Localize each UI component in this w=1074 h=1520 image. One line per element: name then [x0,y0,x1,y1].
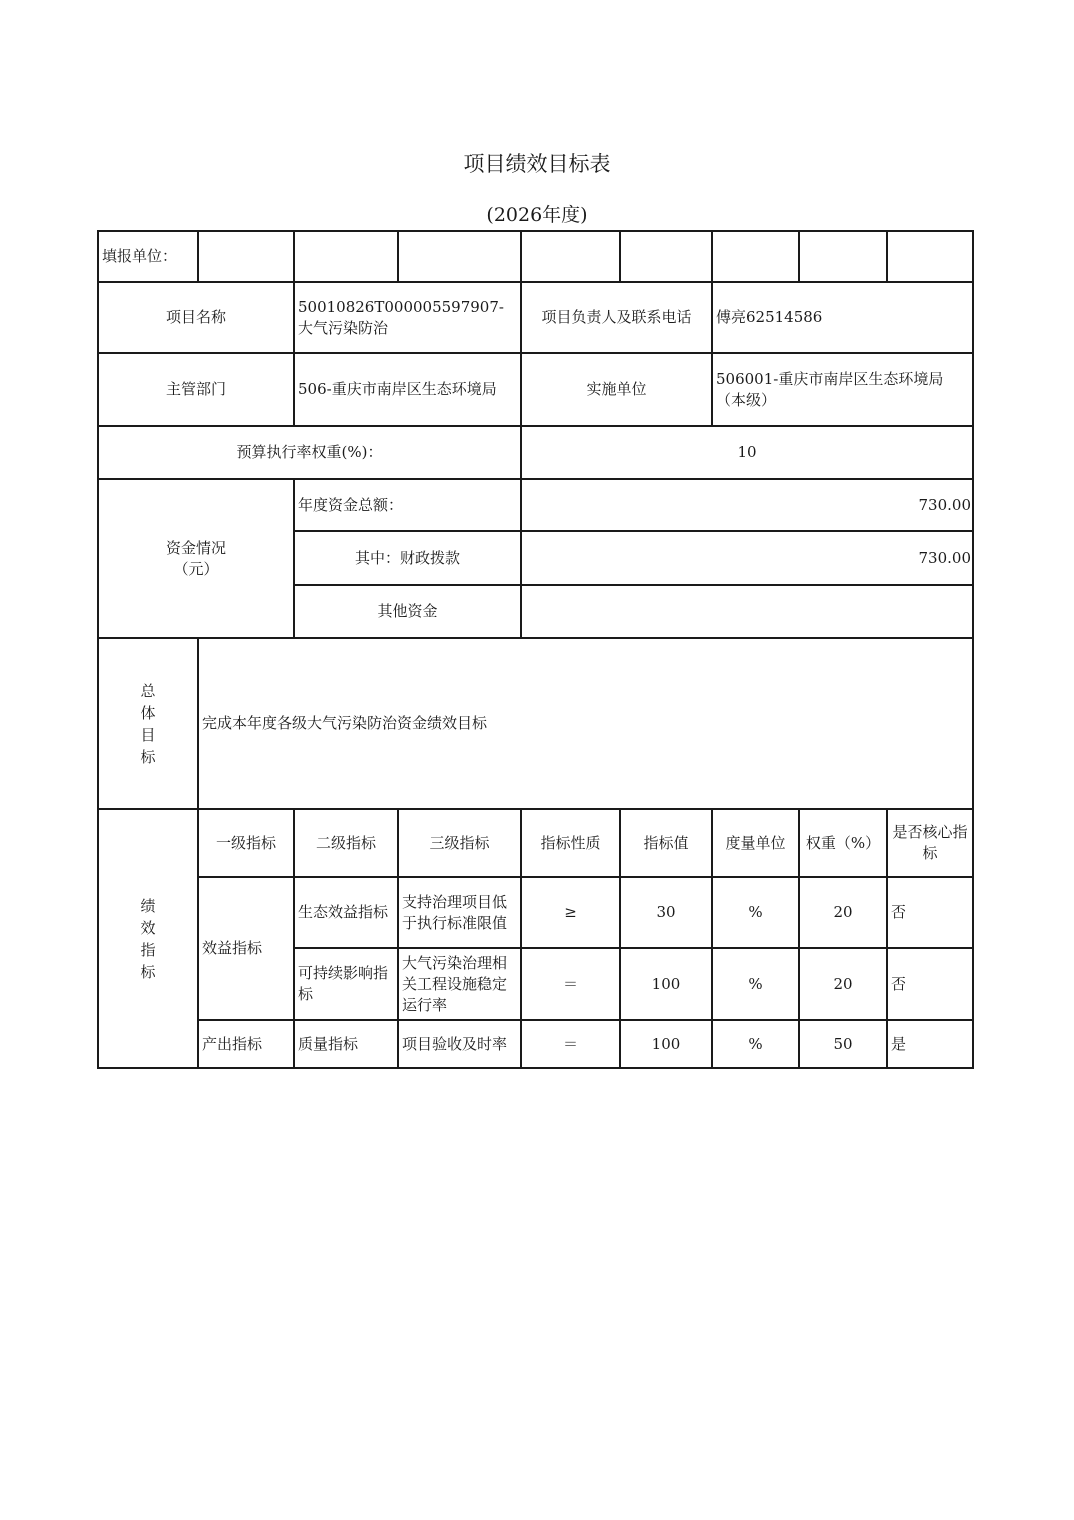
goal-label-char: 标 [140,747,156,766]
department-label: 主管部门 [98,353,294,426]
empty-cell [887,231,973,282]
level3-indicator: 项目验收及时率 [398,1020,521,1068]
performance-target-table [97,230,974,1069]
funds-section-label [98,479,294,638]
indicators-label-char: 效 [140,918,156,937]
project-name-value: 50010826T000005597907-大气污染防治 [294,282,521,353]
indicator-core: 否 [887,948,973,1020]
indicator-unit: % [712,948,799,1020]
column-header: 指标值 [620,809,712,877]
fill-unit-row [98,231,973,282]
indicator-core: 是 [887,1020,973,1068]
column-header: 二级指标 [294,809,398,877]
indicator-unit: % [712,1020,799,1068]
overall-goal-text: 完成本年度各级大气污染防治资金绩效目标 [198,638,973,809]
implementer-value: 506001-重庆市南岸区生态环境局（本级） [712,353,973,426]
project-name-row [98,282,973,353]
level2-indicator: 可持续影响指标 [294,948,398,1020]
empty-cell [398,231,521,282]
empty-cell [712,231,799,282]
budget-weight-label: 预算执行率权重(%)： [98,426,521,479]
document-title: 项目绩效目标表 [463,152,611,176]
indicator-value: 100 [620,948,712,1020]
level3-indicator: 支持治理项目低于执行标准限值 [398,877,521,948]
indicator-weight: 50 [799,1020,887,1068]
document-subtitle: (2026年度) [486,204,588,226]
project-contact-label: 项目负责人及联系电话 [521,282,712,353]
project-contact-value: 傅亮62514586 [712,282,973,353]
funds-fiscal-value: 730.00 [521,531,973,585]
level3-indicator: 大气污染治理相关工程设施稳定运行率 [398,948,521,1020]
goal-label-char: 目 [140,725,156,744]
column-header: 指标性质 [521,809,620,877]
department-row [98,353,973,426]
project-name-label: 项目名称 [98,282,294,353]
column-header: 度量单位 [712,809,799,877]
indicator-unit: % [712,877,799,948]
column-header: 一级指标 [198,809,294,877]
implementer-label: 实施单位 [521,353,712,426]
empty-cell [521,231,620,282]
level1-indicator: 效益指标 [198,877,294,1020]
indicator-nature: ＝ [521,948,620,1020]
indicator-header-row [98,809,973,877]
fill-unit-label: 填报单位： [98,231,198,282]
overall-goal-label [98,638,198,809]
budget-weight-row [98,426,973,479]
funds-fiscal-label: 其中：财政拨款 [294,531,521,585]
funds-label: 资金情况 [165,538,226,557]
column-header: 是否核心指标 [887,809,973,877]
indicator-row [98,1020,973,1068]
funds-total-row [98,479,973,531]
indicator-nature: ＝ [521,1020,620,1068]
funds-unit: （元） [173,559,219,578]
empty-cell [799,231,887,282]
indicator-row [98,877,973,948]
indicators-label [98,809,198,1068]
indicator-value: 100 [620,1020,712,1068]
column-header: 权重（%） [799,809,887,877]
level1-indicator: 产出指标 [198,1020,294,1068]
indicators-label-char: 绩 [140,896,156,915]
indicator-weight: 20 [799,877,887,948]
level2-indicator: 质量指标 [294,1020,398,1068]
overall-goal-row [98,638,973,809]
funds-total-label: 年度资金总额： [294,479,521,531]
indicator-core: 否 [887,877,973,948]
department-value: 506-重庆市南岸区生态环境局 [294,353,521,426]
funds-total-value: 730.00 [521,479,973,531]
funds-other-label: 其他资金 [294,585,521,638]
indicators-label-char: 指 [140,940,156,959]
goal-label-char: 总 [140,681,156,700]
budget-weight-value: 10 [521,426,973,479]
indicator-weight: 20 [799,948,887,1020]
indicators-label-char: 标 [140,962,156,981]
indicator-value: 30 [620,877,712,948]
empty-cell [620,231,712,282]
column-header: 三级指标 [398,809,521,877]
level2-indicator: 生态效益指标 [294,877,398,948]
funds-other-value [521,585,973,638]
goal-label-char: 体 [140,703,156,722]
indicator-nature: ≥ [521,877,620,948]
empty-cell [294,231,398,282]
empty-cell [198,231,294,282]
